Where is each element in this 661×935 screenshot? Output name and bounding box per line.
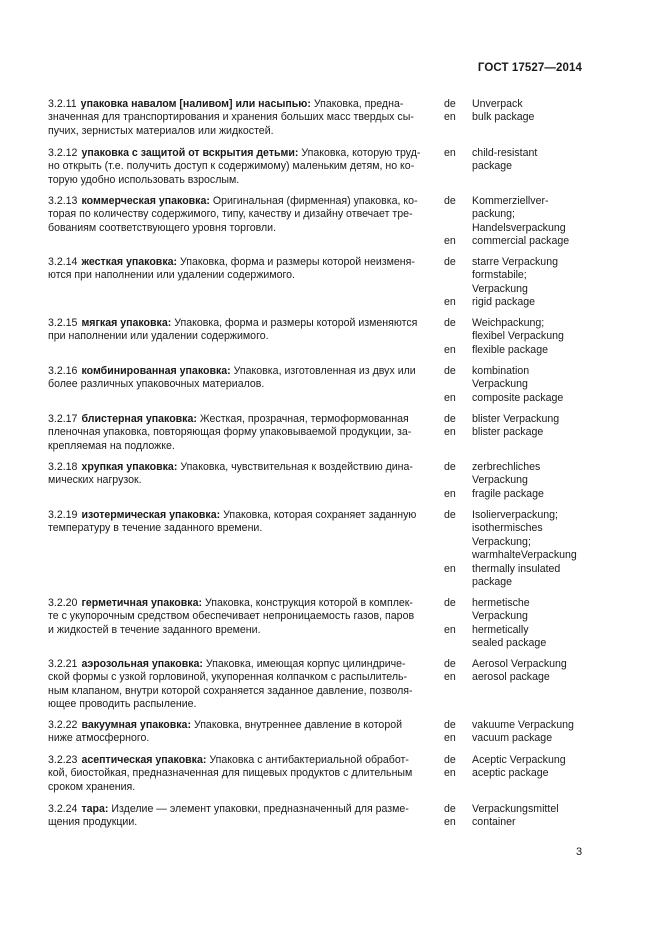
translation-term: Aceptic Verpackung — [472, 754, 566, 766]
definition-line: ющее проводить распыление. — [48, 698, 197, 711]
definition-line — [48, 256, 431, 269]
language-code — [444, 269, 466, 282]
translations — [472, 509, 592, 589]
definition-line: кой, биостойкая, предназначенная для пищевых продуктов с длительным — [48, 767, 413, 780]
term-definition — [48, 509, 431, 536]
term-number: 3.2.22 — [48, 719, 78, 731]
language-code: de — [444, 195, 456, 207]
definition-line: ниже атмосферного. — [48, 732, 150, 745]
term-number: 3.2.13 — [48, 195, 78, 207]
translation-term: Verpackung — [472, 378, 528, 391]
term-definition — [48, 597, 431, 637]
definition-line: торую удобно использовать взрослым. — [48, 173, 240, 186]
definition-line: ным клапаном, внутри которой сохраняется заданное давление, позволя- — [48, 684, 413, 697]
definition-text: Упаковка, форма и размеры которой изменяются — [174, 317, 418, 329]
definition-line — [48, 365, 431, 378]
language-codes — [444, 413, 466, 440]
definition-line: пленочная упаковка, повторяющая форму упаковываемой продукции, за- — [48, 426, 412, 439]
definition-text: Оригинальная (фирменная) упаковка, ко- — [212, 195, 418, 207]
language-code — [444, 378, 466, 391]
translation-term: blister package — [472, 426, 544, 439]
term-number: 3.2.19 — [48, 509, 78, 521]
definition-line: более различных упаковочных материалов. — [48, 378, 265, 391]
translation-term: rigid package — [472, 296, 536, 309]
language-codes — [444, 658, 466, 685]
term-title: мягкая упаковка: — [81, 317, 172, 329]
language-codes — [444, 365, 466, 405]
translation-term: aceptic package — [472, 767, 549, 780]
language-code: en — [444, 623, 456, 636]
language-codes — [444, 317, 466, 357]
term-definition — [48, 98, 431, 138]
page-number: 3 — [576, 846, 583, 858]
term-number: 3.2.16 — [48, 365, 78, 377]
translations — [472, 256, 592, 310]
definition-text: Жесткая, прозрачная, термоформованная — [199, 413, 409, 425]
translation-term: composite package — [472, 391, 564, 404]
translation-term: bulk package — [472, 111, 535, 124]
language-code: en — [444, 816, 456, 829]
definition-line — [48, 461, 431, 474]
definition-line: торая по количеству содержимого, типу, качеству и дизайну отвечает тре- — [48, 208, 413, 221]
definition-line: бованиям соответствующего уровня торговли. — [48, 221, 277, 234]
translations — [472, 147, 592, 174]
term-title: упаковка с защитой от вскрытия детьми: — [81, 147, 299, 159]
translation-term: Verpackungsmittel — [472, 803, 559, 815]
language-code: en — [444, 487, 456, 500]
term-definition — [48, 317, 431, 344]
translation-term: package — [472, 575, 513, 588]
translation-term: packung; — [472, 208, 515, 221]
definition-line: при наполнении или удалении содержимого. — [48, 330, 269, 343]
translation-term: commercial package — [472, 235, 570, 248]
definition-line: но открыть (т.е. получить доступ к содержимому) маленьким детям, но ко- — [48, 160, 415, 173]
term-title: аэрозольная упаковка: — [81, 658, 203, 670]
translations — [472, 461, 592, 501]
language-code: de — [444, 719, 456, 731]
term-definition — [48, 195, 431, 235]
definition-line — [48, 658, 431, 671]
term-number: 3.2.23 — [48, 754, 78, 766]
term-title: блистерная упаковка: — [81, 413, 197, 425]
translations — [472, 754, 592, 781]
definition-line: мических нагрузок. — [48, 474, 142, 487]
language-code — [444, 474, 466, 487]
language-code — [444, 610, 466, 623]
language-codes — [444, 147, 466, 174]
definition-line — [48, 719, 431, 732]
language-code: en — [444, 391, 456, 404]
translation-term: container — [472, 816, 516, 829]
language-code: de — [444, 256, 456, 268]
language-code: en — [444, 296, 456, 309]
translation-term: Unverpack — [472, 98, 523, 110]
definition-line: сроком хранения. — [48, 780, 136, 793]
definition-text: Упаковка, имеющая корпус цилиндриче- — [205, 658, 406, 670]
term-number: 3.2.11 — [48, 98, 77, 110]
definition-line: ются при наполнении или удалении содержимого. — [48, 269, 295, 282]
term-title: изотермическая упаковка: — [81, 509, 221, 521]
translation-term: Verpackung — [472, 282, 528, 295]
term-number: 3.2.24 — [48, 803, 78, 815]
term-title: жесткая упаковка: — [81, 256, 178, 268]
translation-term: Aerosol Verpackung — [472, 658, 567, 670]
translation-term: hermetically — [472, 623, 529, 636]
language-code — [444, 576, 466, 589]
language-code — [444, 222, 466, 235]
term-definition — [48, 719, 431, 746]
language-codes — [444, 461, 466, 501]
translation-term: aerosol package — [472, 671, 550, 684]
language-code: en — [444, 732, 456, 745]
translation-term: formstabile; — [472, 269, 527, 282]
translation-term: Kommerziellver- — [472, 195, 549, 207]
definition-line: те с укупорочным средством обеспечивает непроницаемость газов, паров — [48, 610, 415, 623]
definition-text: Упаковка, форма и размеры которой неизменя- — [180, 256, 415, 268]
language-code: en — [444, 147, 456, 159]
translations — [472, 317, 592, 357]
language-code — [444, 536, 466, 549]
translation-term: hermetische — [472, 597, 530, 609]
translation-term: sealed package — [472, 637, 547, 650]
language-code: en — [444, 426, 456, 439]
term-definition — [48, 658, 431, 712]
translation-term: vakuume Verpackung — [472, 719, 574, 731]
translations — [472, 365, 592, 405]
language-code — [444, 160, 466, 173]
language-code — [444, 208, 466, 221]
translation-term: kombination — [472, 365, 530, 377]
language-code: de — [444, 597, 456, 609]
translation-term: child-resistant — [472, 147, 538, 159]
definition-text: Упаковка, которая сохраняет заданную — [223, 509, 417, 521]
language-code — [444, 330, 466, 343]
translation-term: starre Verpackung — [472, 256, 558, 268]
language-code: en — [444, 235, 456, 248]
definition-line: температуру в течение заданного времени. — [48, 522, 263, 535]
language-code: de — [444, 754, 456, 766]
definition-text: Упаковка с антибактериальной обработ- — [209, 754, 409, 766]
term-definition — [48, 461, 431, 488]
language-codes — [444, 754, 466, 781]
language-codes — [444, 195, 466, 249]
language-code: de — [444, 317, 456, 329]
term-title: комбинированная упаковка: — [81, 365, 231, 377]
term-definition — [48, 754, 431, 794]
translation-term: flexibel Verpackung — [472, 330, 564, 343]
translation-term: isothermisches — [472, 522, 543, 535]
language-code — [444, 522, 466, 535]
term-title: тара: — [81, 803, 109, 815]
definition-line: ской формы с узкой горловиной, укупоренная колпачком с распылитель- — [48, 671, 408, 684]
term-title: коммерческая упаковка: — [81, 195, 210, 207]
term-number: 3.2.21 — [48, 658, 78, 670]
definition-line — [48, 195, 431, 208]
definition-line — [48, 597, 431, 610]
definition-line: крепляемая на подложке. — [48, 439, 175, 452]
definition-line: щения продукции. — [48, 816, 138, 829]
term-number: 3.2.12 — [48, 147, 78, 159]
translation-term: zerbrechliches — [472, 461, 541, 473]
document-standard-id: ГОСТ 17527—2014 — [477, 62, 582, 74]
language-codes — [444, 803, 466, 830]
definition-text: Упаковка, чувствительная к воздействию дина- — [180, 461, 413, 473]
translations — [472, 98, 592, 125]
translations — [472, 195, 592, 249]
language-code: de — [444, 803, 456, 815]
definition-line — [48, 98, 431, 111]
term-title: хрупкая упаковка: — [81, 461, 178, 473]
language-code: de — [444, 413, 456, 425]
language-code: de — [444, 365, 456, 377]
translation-term: vacuum package — [472, 732, 553, 745]
definition-text: Упаковка, которую труд- — [301, 147, 421, 159]
term-number: 3.2.15 — [48, 317, 78, 329]
language-code: en — [444, 671, 456, 684]
term-definition — [48, 147, 431, 187]
translations — [472, 719, 592, 746]
term-title: герметичная упаковка: — [81, 597, 203, 609]
translation-term: blister Verpackung — [472, 413, 560, 425]
definition-line — [48, 317, 431, 330]
term-definition — [48, 803, 431, 830]
term-definition — [48, 256, 431, 283]
term-number: 3.2.20 — [48, 597, 78, 609]
term-number: 3.2.17 — [48, 413, 78, 425]
translation-term: Verpackung — [472, 610, 528, 623]
language-code: en — [444, 562, 456, 575]
language-code: en — [444, 111, 456, 124]
translation-term: package — [472, 160, 513, 173]
definition-line: пучих, зернистых материалов или жидкостей. — [48, 124, 274, 137]
term-title: асептическая упаковка: — [81, 754, 207, 766]
language-code — [444, 549, 466, 562]
translations — [472, 658, 592, 685]
definition-line — [48, 754, 431, 767]
definition-line — [48, 147, 431, 160]
translation-term: warmhalteVerpackung — [472, 549, 577, 562]
translation-term: Verpackung — [472, 474, 528, 487]
language-codes — [444, 98, 466, 125]
language-code: de — [444, 98, 456, 110]
translation-term: fragile package — [472, 487, 544, 500]
translations — [472, 803, 592, 830]
translation-term: Isolierverpackung; — [472, 509, 558, 521]
translation-term: Weichpackung; — [472, 317, 545, 329]
term-title: упаковка навалом [наливом] или насыпью: — [80, 98, 311, 110]
translations — [472, 413, 592, 440]
translation-term: thermally insulated — [472, 562, 561, 575]
definition-text: Упаковка, внутреннее давление в которой — [193, 719, 403, 731]
term-definition — [48, 413, 431, 453]
definition-text: Изделие — элемент упаковки, предназначенный для разме- — [111, 803, 409, 815]
language-code — [444, 637, 466, 650]
term-number: 3.2.18 — [48, 461, 78, 473]
definition-line — [48, 413, 431, 426]
language-codes — [444, 509, 466, 589]
term-number: 3.2.14 — [48, 256, 78, 268]
definition-text: Упаковка, изготовленная из двух или — [233, 365, 416, 377]
translation-term: flexible package — [472, 343, 548, 356]
language-codes — [444, 597, 466, 651]
language-code: de — [444, 461, 456, 473]
translation-term: Verpackung; — [472, 535, 531, 548]
term-definition — [48, 365, 431, 392]
language-code: de — [444, 658, 456, 670]
definition-text: Упаковка, конструкция которой в комплек- — [204, 597, 413, 609]
language-code: en — [444, 767, 456, 780]
translation-term: Handelsverpackung — [472, 221, 566, 234]
definition-text: Упаковка, предна- — [313, 98, 404, 110]
translations — [472, 597, 592, 651]
language-code: de — [444, 509, 456, 521]
language-code: en — [444, 343, 456, 356]
definition-line — [48, 509, 431, 522]
language-code — [444, 283, 466, 296]
language-codes — [444, 719, 466, 746]
definition-line: значенная для транспортирования и хранения больших масс твердых сы- — [48, 111, 414, 124]
term-title: вакуумная упаковка: — [81, 719, 191, 731]
language-codes — [444, 256, 466, 310]
definition-line: и жидкостей в течение заданного времени. — [48, 623, 261, 636]
definition-line — [48, 803, 431, 816]
